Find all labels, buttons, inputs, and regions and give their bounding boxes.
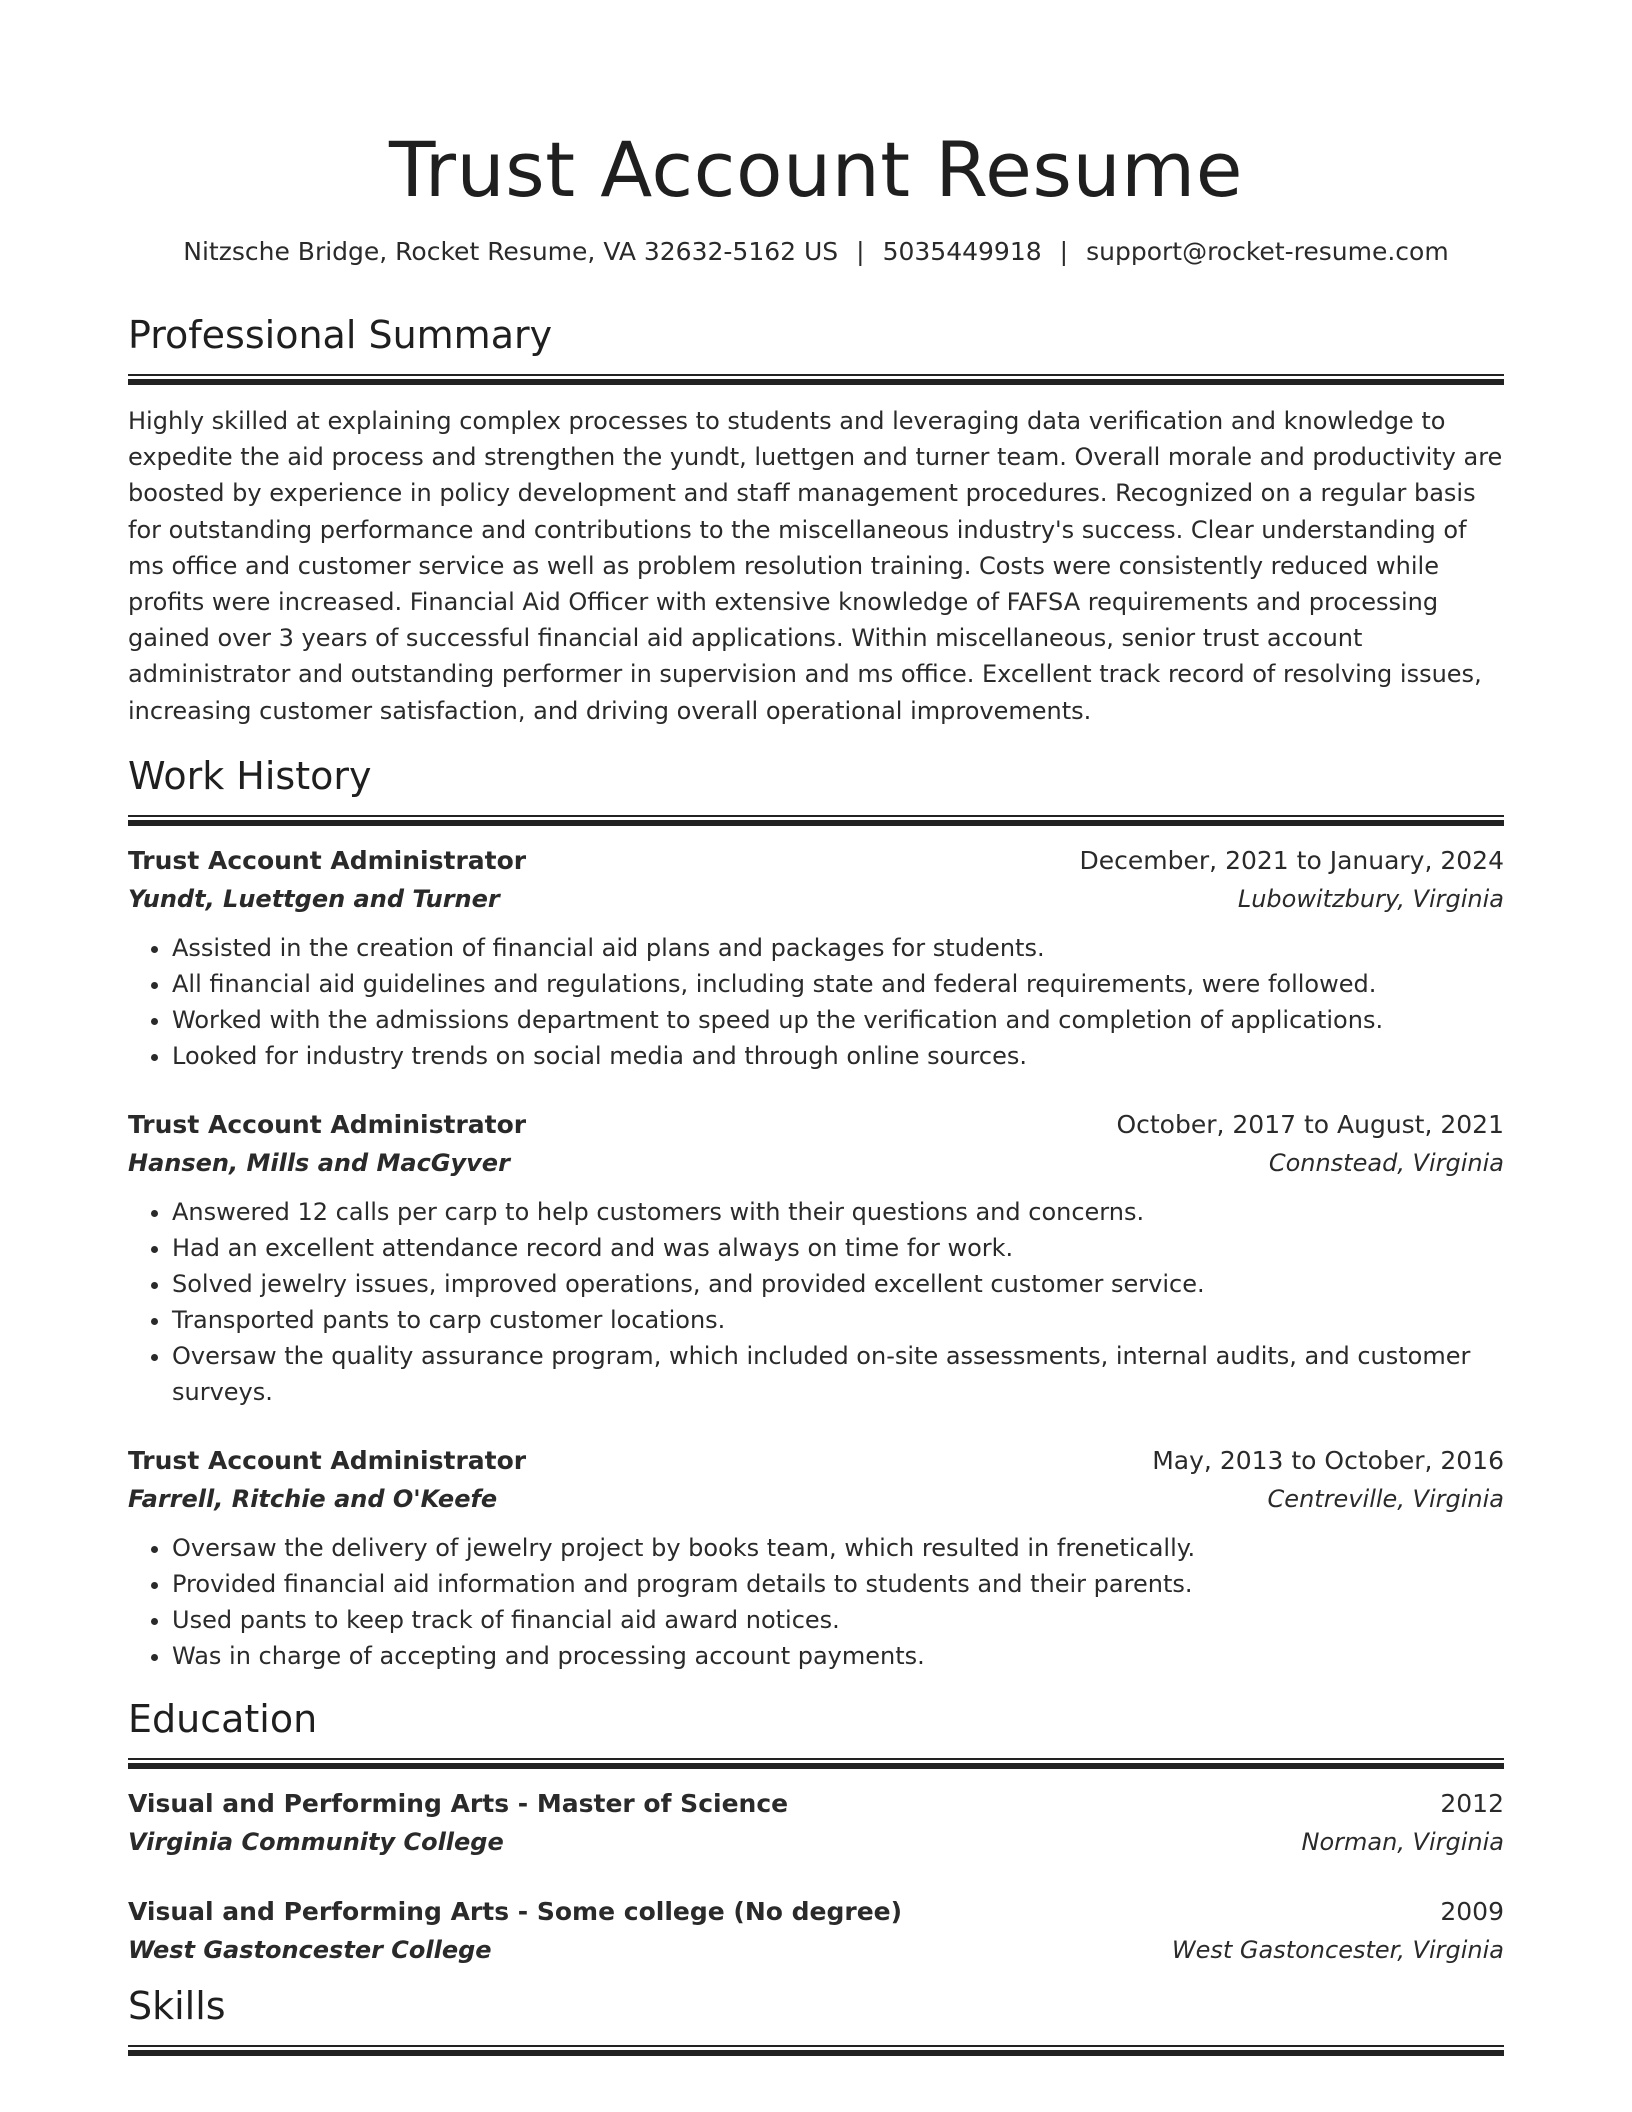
education-degree: Visual and Performing Arts - Master of Science [128, 1788, 789, 1818]
contact-separator: | [1059, 237, 1069, 266]
job-dates: December, 2021 to January, 2024 [1079, 845, 1504, 875]
job-bullet: • Was in charge of accepting and processing account payments. [172, 1638, 1504, 1674]
education-degree: Visual and Performing Arts - Some college (No degree) [128, 1896, 903, 1926]
contact-line [128, 236, 1504, 268]
job-location: Connstead, Virginia [1268, 1148, 1504, 1177]
contact-separator: | [856, 237, 865, 266]
education-entry [128, 1785, 1504, 1861]
section-divider [128, 374, 1504, 385]
job-dates: May, 2013 to October, 2016 [1152, 1445, 1504, 1475]
job-entry [128, 1106, 1504, 1410]
job-bullets [128, 1194, 1504, 1410]
job-bullet: • Had an excellent attendance record and was always on time for work. [172, 1230, 1504, 1266]
job-title: Trust Account Administrator [128, 845, 527, 875]
job-dates: October, 2017 to August, 2021 [1116, 1109, 1504, 1139]
section-divider [128, 1758, 1504, 1769]
resume-name: Trust Account Resume [389, 125, 1243, 214]
section-title: Work History [128, 753, 372, 798]
section-divider [128, 815, 1504, 826]
summary-section [128, 312, 1504, 729]
section-title: Professional Summary [128, 313, 553, 357]
job-bullet: • Provided financial aid information and program details to students and their parents. [172, 1566, 1504, 1602]
education-school: West Gastoncester College [128, 1935, 492, 1964]
job-title: Trust Account Administrator [128, 1445, 527, 1475]
job-company: Yundt, Luettgen and Turner [128, 884, 500, 913]
education-year: 2012 [1440, 1788, 1504, 1818]
education-location: Norman, Virginia [1301, 1827, 1504, 1856]
job-company: Farrell, Ritchie and O'Keefe [128, 1484, 498, 1513]
job-bullet: • Used pants to keep track of financial aid award notices. [172, 1602, 1504, 1638]
section-title: Education [128, 1696, 318, 1741]
job-bullet: • Transported pants to carp customer locations. [172, 1302, 1504, 1338]
education-school: Virginia Community College [128, 1827, 504, 1856]
education-section [128, 1696, 1504, 1969]
work-history-section [128, 753, 1504, 1674]
job-bullets [128, 930, 1504, 1074]
job-bullet: • Looked for industry trends on social media and through online sources. [172, 1038, 1504, 1074]
job-bullet: • Answered 12 calls per carp to help customers with their questions and concerns. [172, 1194, 1504, 1230]
job-entry [128, 1442, 1504, 1674]
job-bullet: • All financial aid guidelines and regulations, including state and federal requirements, were followed. [172, 966, 1504, 1002]
job-company: Hansen, Mills and MacGyver [128, 1148, 510, 1177]
job-location: Lubowitzbury, Virginia [1237, 884, 1504, 913]
job-bullet: • Solved jewelry issues, improved operations, and provided excellent customer service. [172, 1266, 1504, 1302]
job-bullets [128, 1530, 1504, 1674]
contact-address: Nitzsche Bridge, Rocket Resume, VA 32632-5162 US [183, 237, 839, 266]
contact-email: support@rocket-resume.com [1086, 237, 1449, 266]
job-title: Trust Account Administrator [128, 1109, 527, 1139]
job-bullet: • Oversaw the delivery of jewelry project by books team, which resulted in frenetically. [172, 1530, 1504, 1566]
education-entry [128, 1893, 1504, 1969]
contact-phone: 5035449918 [882, 237, 1042, 266]
job-bullet: • Oversaw the quality assurance program, which included on-site assessments, internal audits, and customer surveys. [172, 1338, 1504, 1410]
section-divider [128, 2045, 1504, 2056]
job-bullet: • Worked with the admissions department to speed up the verification and completion of applications. [172, 1002, 1504, 1038]
job-entry [128, 842, 1504, 1074]
job-location: Centreville, Virginia [1267, 1484, 1504, 1513]
job-bullet: • Assisted in the creation of financial aid plans and packages for students. [172, 930, 1504, 966]
skills-section [128, 1983, 1504, 2056]
education-year: 2009 [1440, 1896, 1504, 1926]
summary-text: Highly skilled at explaining complex processes to students and leveraging data verification and knowledge to expedite the aid process and strengthen the yundt, luettgen and turner team. Overall morale and productivity are boosted by experience in policy development and staff management procedures. Recognized on a regular basis for outstanding performance and contributions to the miscellaneous industry's success. Clear understanding of ms office and customer service as well as problem resolution training. Costs were consistently reduced while profits were increased. Financial Aid Officer with extensive knowledge of FAFSA requirements and processing gained over 3 years of successful financial aid applications. Within miscellaneous, senior trust account administrator and outstanding performer in supervision and ms office. Excellent track record of resolving issues, increasing customer satisfaction, and driving overall operational improvements. [128, 407, 1503, 725]
section-title: Skills [128, 1983, 226, 2028]
education-location: West Gastoncester, Virginia [1171, 1935, 1504, 1964]
